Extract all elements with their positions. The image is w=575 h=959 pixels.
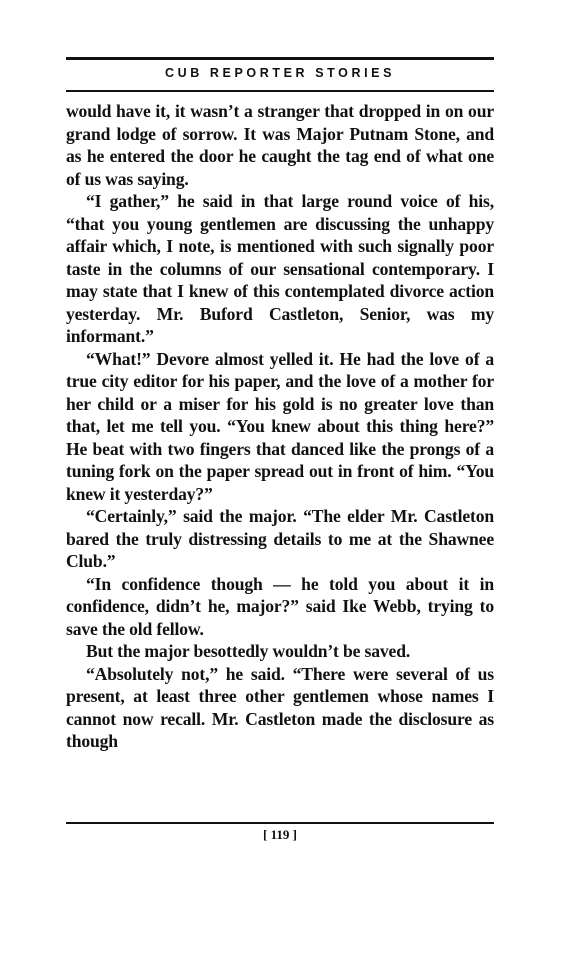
top-rule xyxy=(66,57,494,60)
paragraph-1: would have it, it wasn’t a stranger that dropped in on our grand lodge of sorrow. It was Major Putnam Stone, and as he entered the door he caught the tag end of what one of us was saying. xyxy=(66,101,494,189)
running-head: CUB REPORTER STORIES xyxy=(164,66,396,80)
paragraph-7: “Absolutely not,” he said. “There were several of us present, at least three other gentlemen whose names I cannot now recall. Mr. Castleton made the disclosure as though xyxy=(66,663,494,751)
paragraph-5: “In confidence though — he told you about it in confidence, didn’t he, major?” said Ike Webb, trying to save the old fellow. xyxy=(66,573,494,639)
paragraph-3: “What!” Devore almost yelled it. He had the love of a true city editor for his paper, and the love of a mother for her child or a miser for his gold is no greater love than that, let me tell you. “You knew about this thing here?” He beat with two fingers that danced like the prongs of a tuning fork on the paper spread out in front of him. “You knew it yesterday?” xyxy=(66,348,494,504)
paragraph-4: “Certainly,” said the major. “The elder Mr. Castleton bared the truly distressing details to me at the Shawnee Club.” xyxy=(66,506,494,571)
header-rule xyxy=(66,90,494,92)
footer-rule xyxy=(66,822,494,824)
paragraph-2: “I gather,” he said in that large round voice of his, “that you young gentlemen are discussing the unhappy affair which, I note, is mentioned with such signally poor taste in the columns of our sensational contemporary. I may state that I knew of this contemplated divorce action yesterday. Mr. Buford Castleton, Senior, was my informant.” xyxy=(66,191,494,346)
paragraph-6: But the major besottedly wouldn’t be saved. xyxy=(86,641,411,661)
page-number: [ 119 ] xyxy=(263,827,297,842)
body-text xyxy=(66,100,494,753)
